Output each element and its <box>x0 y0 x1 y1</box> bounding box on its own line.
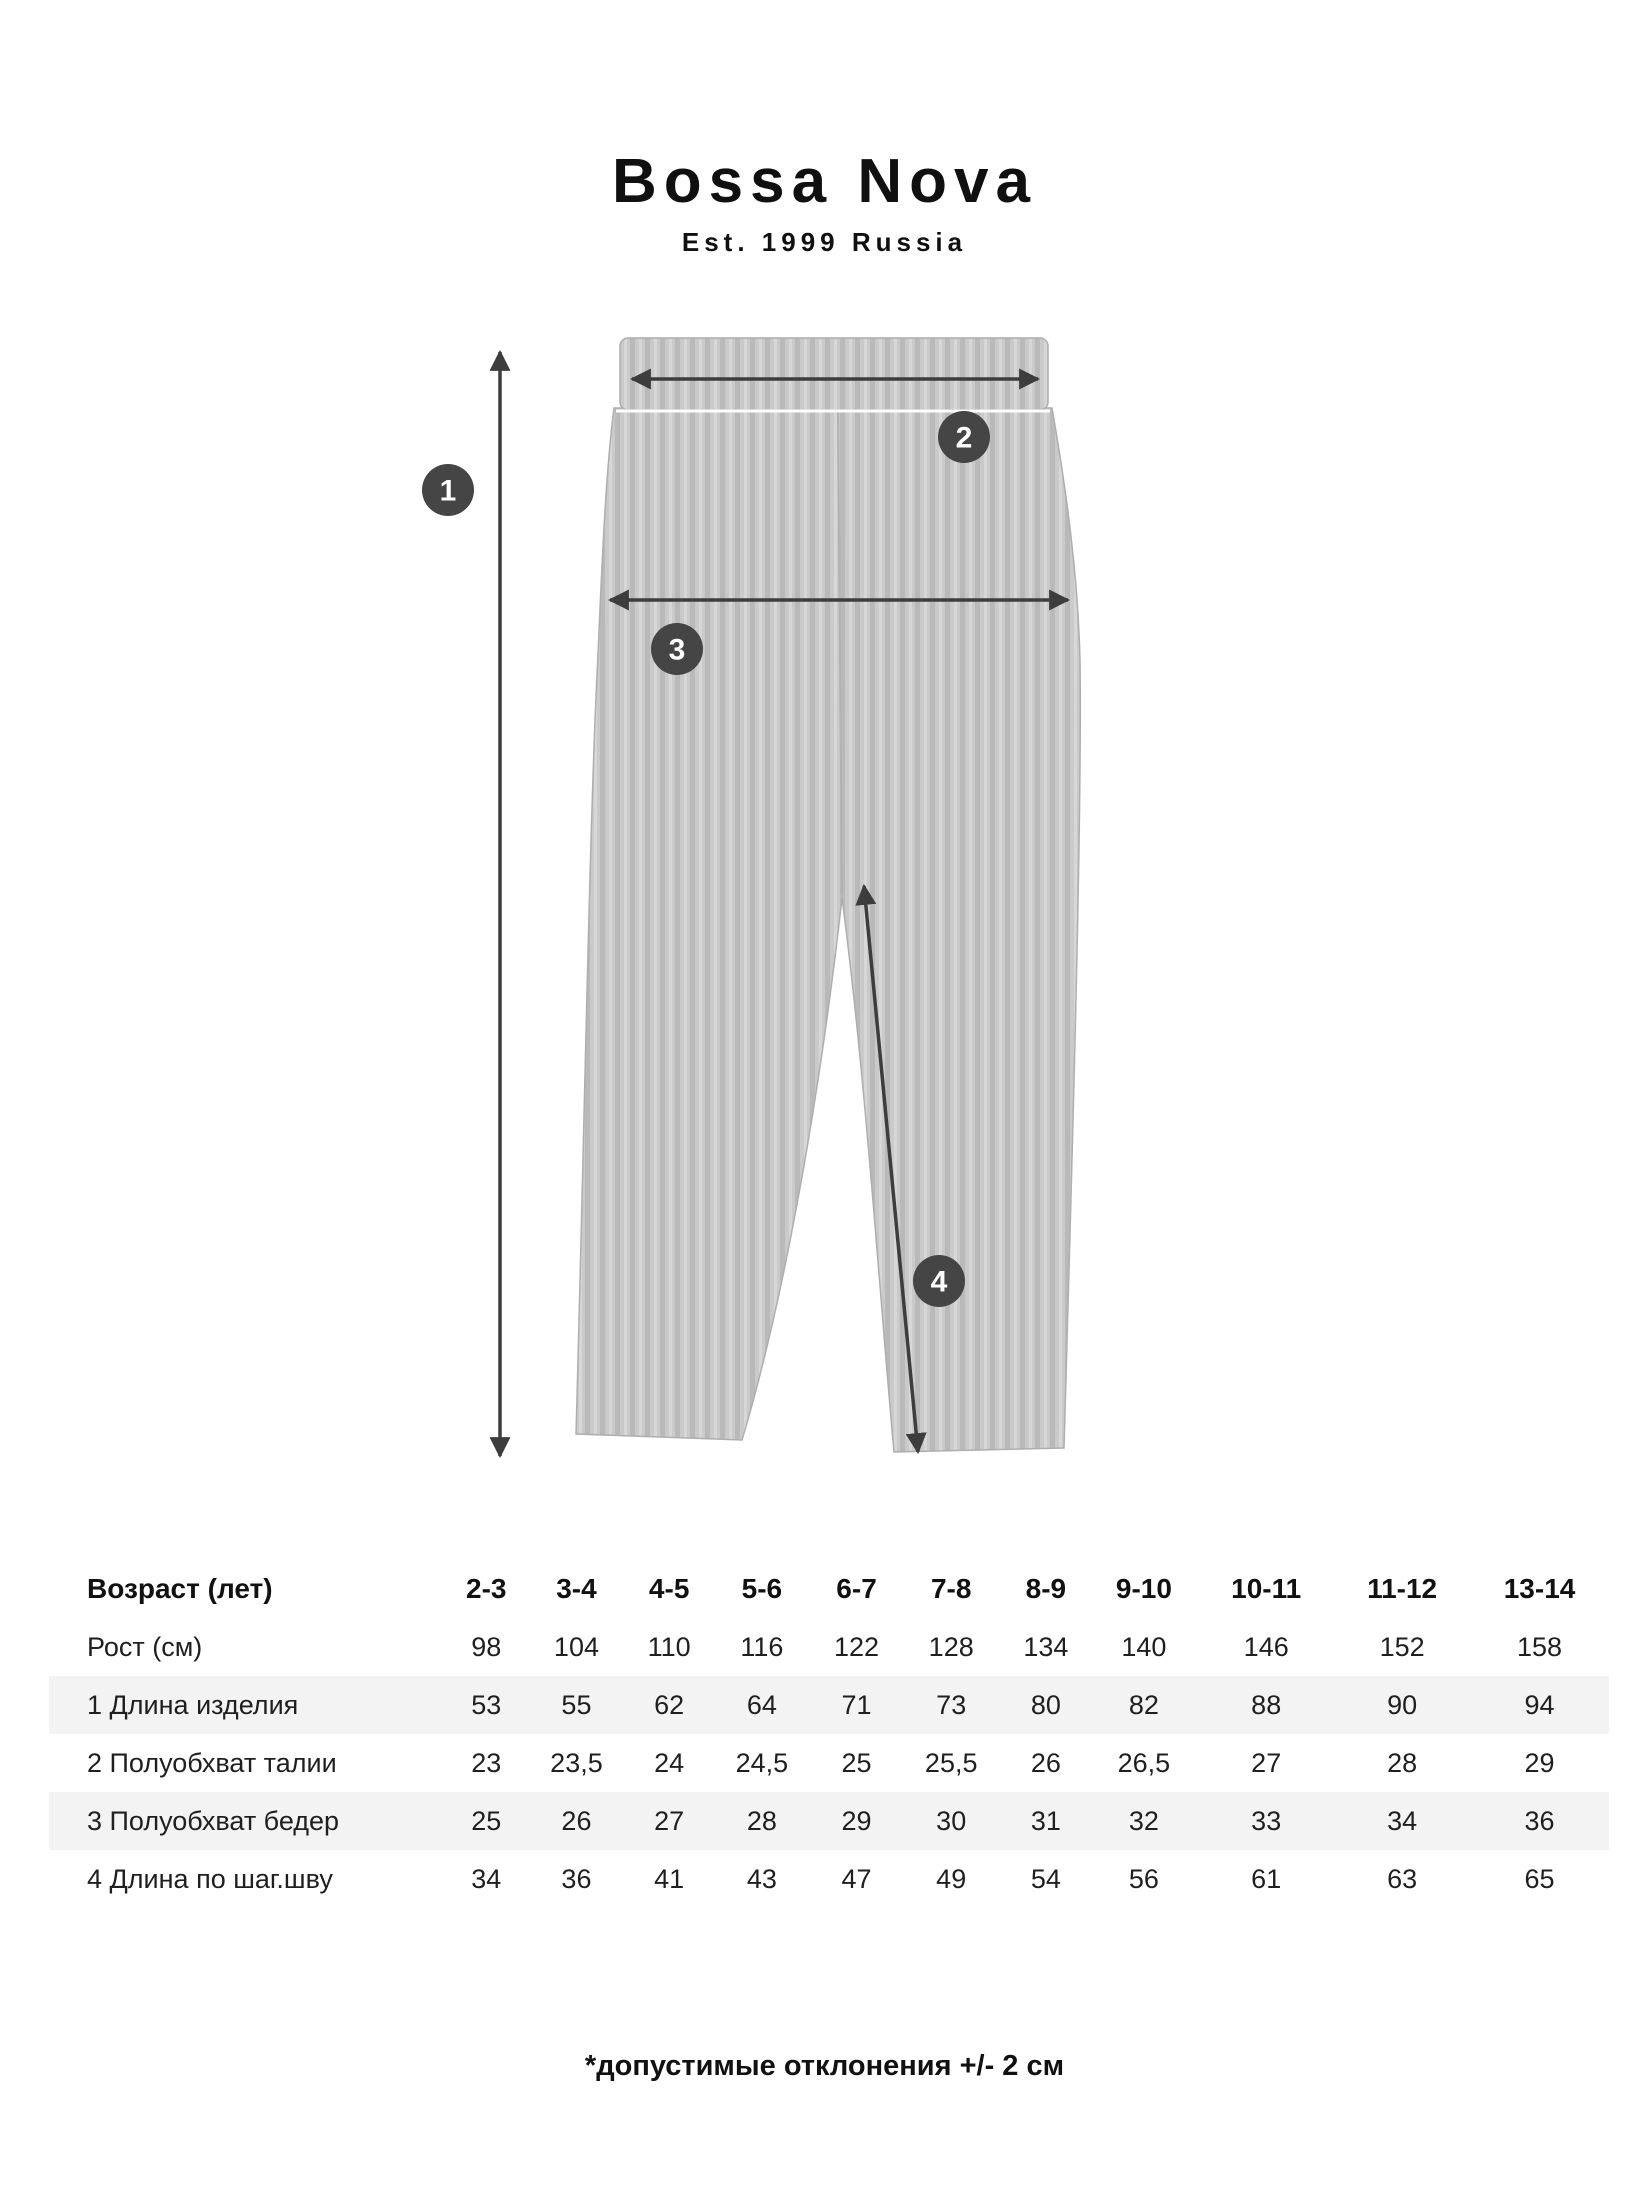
size-value: 24,5 <box>735 1747 789 1778</box>
size-value: 82 <box>1128 1689 1159 1720</box>
size-value: 54 <box>1030 1863 1061 1894</box>
brand-subtitle: Est. 1999 Russia <box>681 227 968 257</box>
marker-3-number: 3 <box>668 633 686 667</box>
size-table-container <box>49 1560 1609 1908</box>
size-value: 62 <box>654 1689 685 1720</box>
size-value: 24 <box>654 1747 685 1778</box>
age-column-header: 6-7 <box>836 1573 877 1604</box>
marker-1-number: 1 <box>439 474 457 508</box>
size-value: 36 <box>1524 1805 1555 1836</box>
size-value: 64 <box>746 1689 777 1720</box>
age-column-header: 11-12 <box>1367 1573 1438 1604</box>
size-table <box>49 1560 1609 1908</box>
size-value: 28 <box>1387 1747 1418 1778</box>
size-value: 49 <box>936 1863 967 1894</box>
size-value: 53 <box>471 1689 502 1720</box>
tolerance-note: *допустимые отклонения +/- 2 см <box>584 2050 1065 2082</box>
size-value: 34 <box>1387 1805 1418 1836</box>
size-value: 122 <box>834 1631 880 1662</box>
table-row <box>49 1792 1609 1850</box>
brand-title: Bossa Nova <box>612 147 1037 216</box>
row-label: 2 Полуобхват талии <box>87 1747 337 1778</box>
pants-waistband <box>620 338 1048 410</box>
size-value: 134 <box>1023 1631 1069 1662</box>
row-label: Рост (см) <box>87 1631 203 1662</box>
size-value: 30 <box>936 1805 967 1836</box>
size-value: 47 <box>841 1863 872 1894</box>
size-value: 33 <box>1251 1805 1282 1836</box>
marker-1 <box>422 464 474 516</box>
size-value: 88 <box>1251 1689 1282 1720</box>
age-column-header: 9-10 <box>1115 1573 1172 1604</box>
size-value: 31 <box>1030 1805 1061 1836</box>
size-value: 34 <box>471 1863 502 1894</box>
size-value: 116 <box>740 1631 784 1662</box>
size-value: 36 <box>561 1863 592 1894</box>
size-value: 73 <box>936 1689 967 1720</box>
table-header-label: Возраст (лет) <box>87 1573 273 1604</box>
age-column-header: 3-4 <box>556 1573 597 1604</box>
size-value: 23,5 <box>550 1747 603 1778</box>
marker-4 <box>913 1255 965 1307</box>
size-value: 90 <box>1387 1689 1418 1720</box>
size-value: 27 <box>654 1805 685 1836</box>
size-value: 71 <box>841 1689 872 1720</box>
size-value: 32 <box>1128 1805 1159 1836</box>
size-table-header-row <box>49 1560 1609 1618</box>
size-value: 25,5 <box>924 1747 978 1778</box>
row-label: 3 Полуобхват бедер <box>87 1805 340 1836</box>
size-table-body <box>49 1618 1609 1908</box>
table-row <box>49 1850 1609 1908</box>
size-value: 28 <box>746 1805 777 1836</box>
pants-body <box>576 408 1080 1452</box>
table-row <box>49 1734 1609 1792</box>
size-value: 29 <box>841 1805 872 1836</box>
size-value: 110 <box>647 1631 691 1662</box>
size-value: 128 <box>928 1631 974 1662</box>
size-value: 25 <box>471 1805 502 1836</box>
marker-2-number: 2 <box>955 421 973 455</box>
size-value: 26,5 <box>1117 1747 1171 1778</box>
size-value: 158 <box>1517 1631 1563 1662</box>
age-column-header: 7-8 <box>930 1573 972 1604</box>
size-value: 56 <box>1128 1863 1159 1894</box>
size-value: 146 <box>1243 1631 1289 1662</box>
marker-4-number: 4 <box>930 1265 948 1299</box>
size-value: 26 <box>1030 1747 1061 1778</box>
size-value: 94 <box>1524 1689 1555 1720</box>
row-label: 1 Длина изделия <box>87 1689 299 1720</box>
age-column-header: 4-5 <box>648 1573 690 1604</box>
size-value: 43 <box>746 1863 777 1894</box>
marker-3 <box>651 623 703 675</box>
size-value: 80 <box>1030 1689 1061 1720</box>
size-value: 61 <box>1251 1863 1282 1894</box>
size-value: 23 <box>471 1747 502 1778</box>
marker-2 <box>938 411 990 463</box>
age-column-header: 10-11 <box>1231 1573 1302 1604</box>
size-value: 27 <box>1251 1747 1282 1778</box>
size-value: 98 <box>471 1631 502 1662</box>
size-value: 104 <box>553 1631 599 1662</box>
size-value: 41 <box>654 1863 685 1894</box>
size-value: 55 <box>561 1689 592 1720</box>
size-value: 63 <box>1387 1863 1418 1894</box>
table-row <box>49 1618 1609 1676</box>
row-label: 4 Длина по шаг.шву <box>87 1863 333 1894</box>
age-column-header: 8-9 <box>1025 1573 1067 1604</box>
age-column-header: 5-6 <box>741 1573 783 1604</box>
size-value: 29 <box>1524 1747 1555 1778</box>
table-row <box>49 1676 1609 1734</box>
size-value: 26 <box>561 1805 592 1836</box>
age-column-header: 13-14 <box>1503 1573 1576 1604</box>
size-value: 25 <box>841 1747 872 1778</box>
size-value: 65 <box>1524 1863 1555 1894</box>
size-value: 140 <box>1121 1631 1167 1662</box>
age-column-header: 2-3 <box>466 1573 507 1604</box>
size-value: 152 <box>1379 1631 1425 1662</box>
